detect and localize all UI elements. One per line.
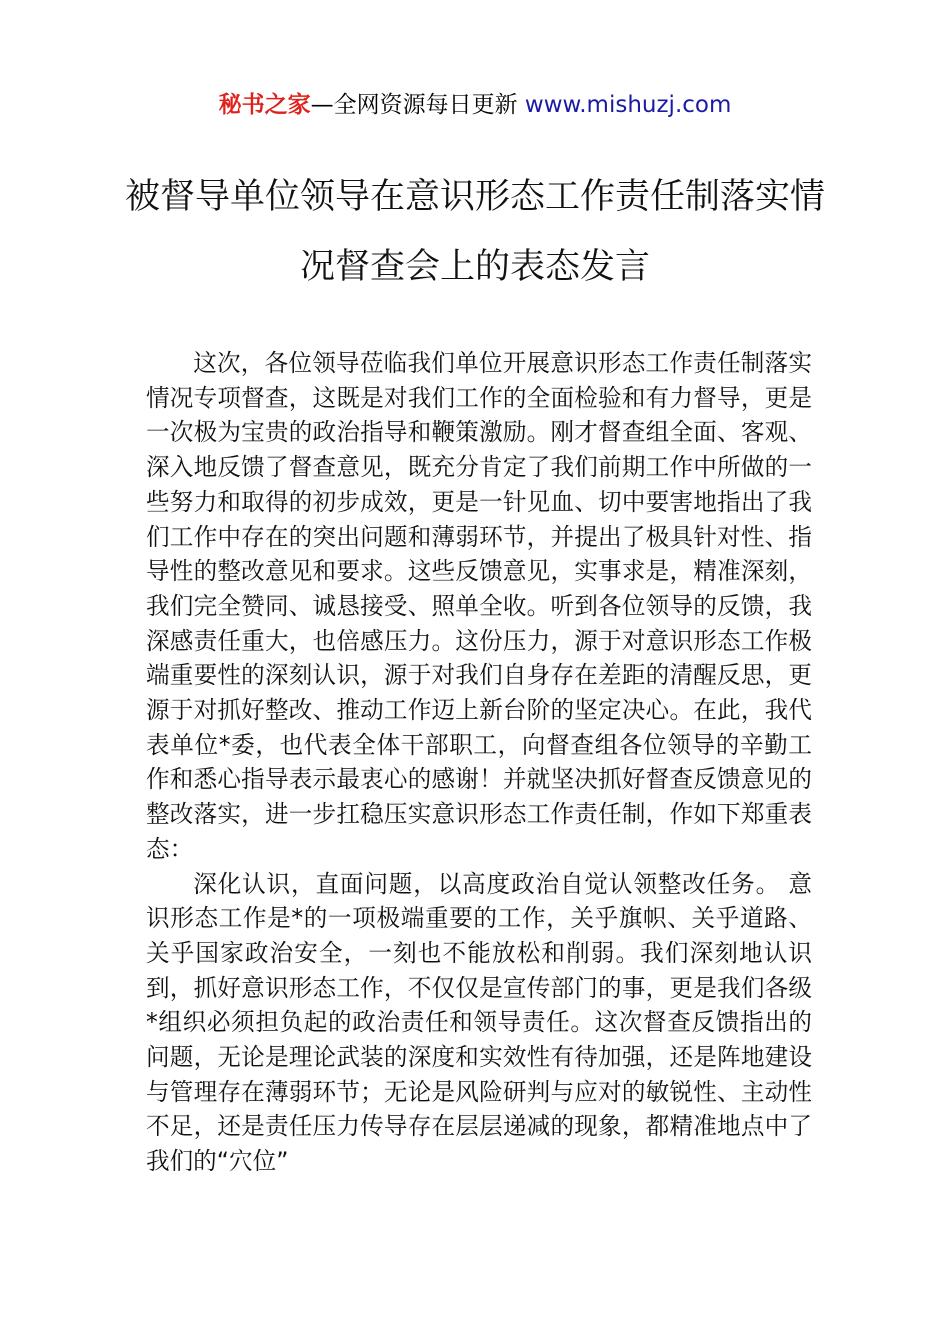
brand-name: 秘书之家 xyxy=(218,92,311,118)
paragraph: 深化认识，直面问题，以高度政治自觉认领整改任务。 意识形态工作是*的一项极端重要的工作，关乎旗帜、关乎道路、关乎国家政治安全，一刻也不能放松和削弱。我们深刻地认识到，抓好意识形态工作，不仅仅是宣传部门的事，更是我们各级*组织必须担负起的政治责任和领导责任。这次督查反馈指出的问题，无论是理论武装的深度和实效性有待加强，还是阵地建设与管理存在薄弱环节；无论是风险研判与应对的敏锐性、主动性不足，还是责任压力传导存在层层递减的现象，都精准地点中了我们的“穴位” xyxy=(146,869,812,1176)
header-tagline: —全网资源每日更新 xyxy=(310,92,518,118)
paragraph: 这次，各位领导莅临我们单位开展意识形态工作责任制落实情况专项督查，这既是对我们工作的全面检验和有力督导，更是一次极为宝贵的政治指导和鞭策激励。刚才督查组全面、客观、深入地反馈了督查意见，既充分肯定了我们前期工作中所做的一些努力和取得的初步成效，更是一针见血、切中要害地指出了我们工作中存在的突出问题和薄弱环节，并提出了极具针对性、指导性的整改意见和要求。这些反馈意见，实事求是，精准深刻，我们完全赞同、诚恳接受、照单全收。听到各位领导的反馈，我深感责任重大，也倍感压力。这份压力，源于对意识形态工作极端重要性的深刻认识，源于对我们自身存在差距的清醒反思，更源于对抓好整改、推动工作迈上新台阶的坚定决心。在此，我代表单位*委，也代表全体干部职工，向督查组各位领导的辛勤工作和悉心指导表示最衷心的感谢！并就坚决抓好督查反馈意见的整改落实，进一步扛稳压实意识形态工作责任制，作如下郑重表态： xyxy=(146,349,812,863)
document-title: 被督导单位领导在意识形态工作责任制落实情况督查会上的表态发言 xyxy=(124,177,825,287)
site-header xyxy=(0,88,950,122)
document-body xyxy=(146,346,812,1179)
site-url-link[interactable]: www.mishuzj.com xyxy=(524,92,732,118)
